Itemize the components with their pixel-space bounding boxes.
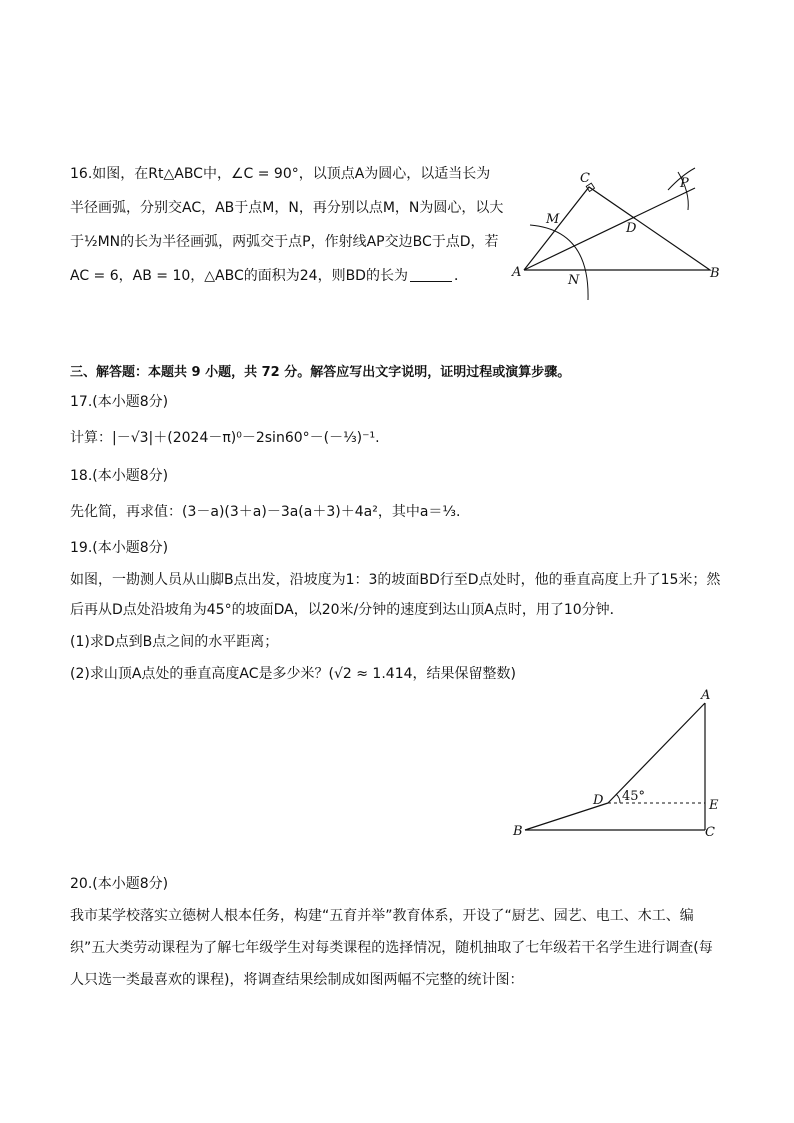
q20-title: 20.(本小题8分) xyxy=(70,876,169,892)
q18-text: 先化简，再求值：(3－a)(3＋a)－3a(a＋3)＋4a²，其中a＝⅓. xyxy=(70,504,461,520)
fig19-label-a: A xyxy=(701,688,711,703)
q16-line-2: 半径画弧，分别交AC，AB于点M，N，再分别以点M，N为圆心，以大 xyxy=(70,200,504,216)
q16-line-4-post: ． xyxy=(453,268,468,284)
fig19-label-b: B xyxy=(513,824,523,839)
q16-line-3-pre: 于 xyxy=(70,234,84,250)
fig19-angle-label: 45° xyxy=(622,789,646,804)
fig16-label-n: N xyxy=(568,273,580,288)
q16-line-3-post: MN的长为半径画弧，两弧交于点P，作射线AP交边BC于点D，若 xyxy=(97,234,499,250)
q16-fraction-half: ½ xyxy=(84,234,98,250)
q17-title: 17.(本小题8分) xyxy=(70,394,169,410)
q19-part-1: (1)求D点到B点之间的水平距离； xyxy=(70,634,279,650)
q19-slope-figure xyxy=(505,685,735,845)
q19-line-2: 后再从D点处沿坡角为45°的坡面DA，以20米/分钟的速度到达山顶A点时，用了10分钟． xyxy=(70,602,624,618)
fig16-label-a: A xyxy=(512,265,522,280)
q16-triangle-figure xyxy=(500,160,730,310)
fig19-label-d: D xyxy=(593,793,604,808)
slope-da xyxy=(608,703,705,803)
fig16-label-c: C xyxy=(580,171,590,186)
q16-line-3 xyxy=(70,232,499,252)
answer-blank xyxy=(410,267,452,282)
fig19-label-e: E xyxy=(709,798,719,813)
q20-line-3: 人只选一类最喜欢的课程)，将调查结果绘制成如图两幅不完整的统计图： xyxy=(70,972,524,988)
q19-title: 19.(本小题8分) xyxy=(70,540,169,556)
q16-line-1: 16.如图，在Rt△ABC中，∠C = 90°，以顶点A为圆心，以适当长为 xyxy=(70,166,491,182)
fig16-label-m: M xyxy=(546,212,560,227)
triangle-abc xyxy=(524,187,710,270)
section-3-heading: 三、解答题：本题共 9 小题，共 72 分。解答应写出文字说明，证明过程或演算步骤。 xyxy=(70,365,571,380)
q19-part-2: (2)求山顶A点处的垂直高度AC是多少米？(√2 ≈ 1.414，结果保留整数) xyxy=(70,666,516,682)
q18-title: 18.(本小题8分) xyxy=(70,468,169,484)
q20-line-1: 我市某学校落实立德树人根本任务，构建“五育并举”教育体系，开设了“厨艺、园艺、电工、木工、编 xyxy=(70,908,694,924)
q19-line-1: 如图，一勘测人员从山脚B点出发，沿坡度为1：3的坡面BD行至D点处时，他的垂直高度上升了15米；然 xyxy=(70,572,721,588)
fig16-label-d: D xyxy=(626,221,637,236)
fig16-label-p: P xyxy=(680,176,689,191)
q16-line-4 xyxy=(70,266,468,286)
angle-arc-45 xyxy=(616,794,620,803)
fig16-label-b: B xyxy=(710,266,720,281)
fig19-label-c: C xyxy=(705,825,715,840)
q16-line-4-pre: AC = 6，AB = 10，△ABC的面积为24，则BD的长为 xyxy=(70,268,408,284)
q20-line-2: 织”五大类劳动课程为了解七年级学生对每类课程的选择情况，随机抽取了七年级若干名学生进行调查(每 xyxy=(70,940,713,956)
q17-text: 计算：|－√3|＋(2024－π)⁰－2sin60°－(－⅓)⁻¹. xyxy=(70,430,380,446)
